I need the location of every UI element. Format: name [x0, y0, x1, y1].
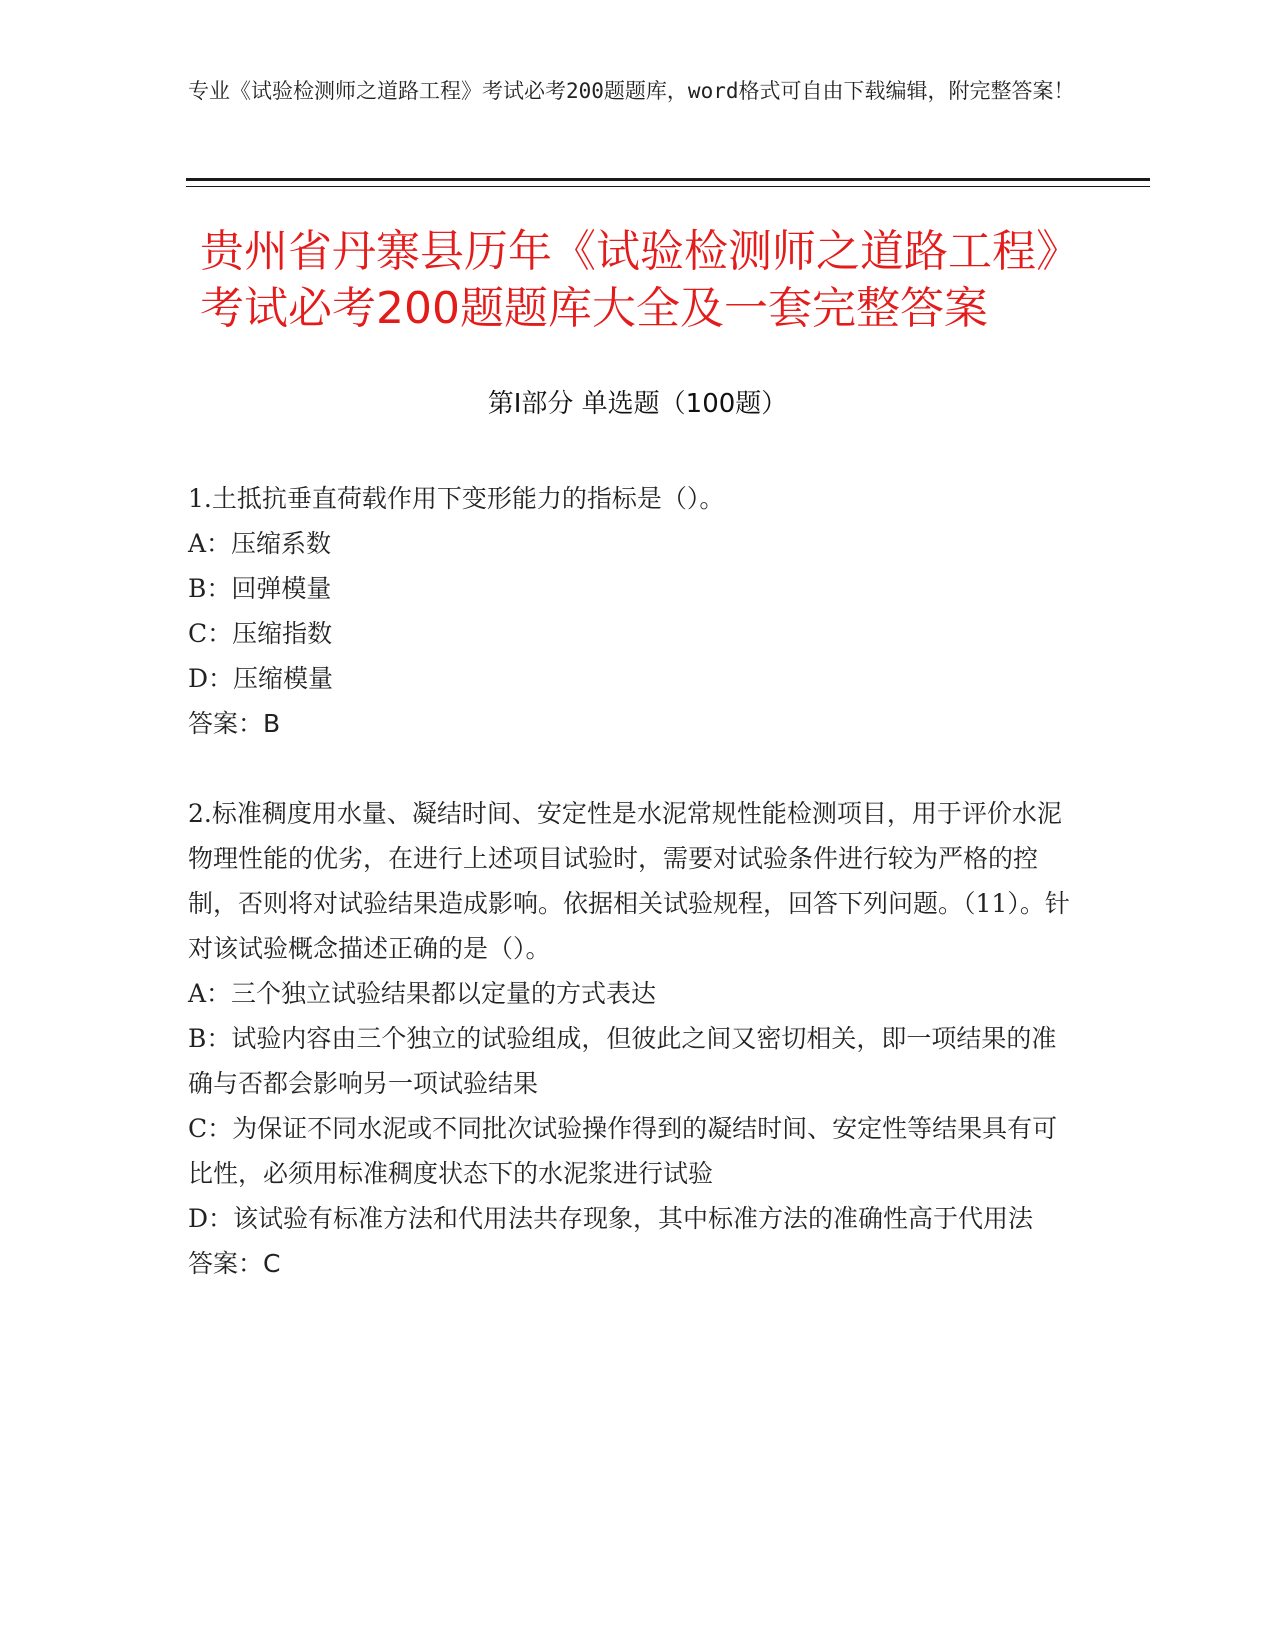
option-d: D：压缩模量	[188, 664, 334, 693]
header-note: 专业《试验检测师之道路工程》考试必考200题题库，word格式可自由下载编辑，附完整答案！	[188, 79, 1075, 103]
option-c: C：压缩指数	[188, 619, 333, 648]
header-rule-thin	[186, 186, 1150, 187]
section-title: 第Ⅰ部分 单选题（100题）	[487, 389, 788, 419]
question-1	[188, 476, 1078, 746]
question-stem: 1.土抵抗垂直荷载作用下变形能力的指标是（）。	[188, 484, 725, 513]
answer: 答案：C	[188, 1249, 281, 1278]
option-a: A：三个独立试验结果都以定量的方式表达	[188, 979, 657, 1008]
option-d: D：该试验有标准方法和代用法共存现象，其中标准方法的准确性高于代用法	[188, 1204, 1034, 1233]
option-b: B：回弹模量	[188, 574, 332, 603]
question-stem: 2.标准稠度用水量、凝结时间、安定性是水泥常规性能检测项目，用于评价水泥物理性能的优劣，在进行上述项目试验时，需要对试验条件进行较为严格的控制，否则将对试验结果造成影响。依据相关试验规程，回答下列问题。（11）。针对该试验概念描述正确的是（）。	[188, 799, 1070, 963]
header-rule-thick	[186, 178, 1150, 181]
option-c: C：为保证不同水泥或不同批次试验操作得到的凝结时间、安定性等结果具有可比性，必须用标准稠度状态下的水泥浆进行试验	[188, 1114, 1058, 1188]
question-list	[188, 476, 1078, 1331]
main-title: 贵州省丹寨县历年《试验检测师之道路工程》考试必考200题题库大全及一套完整答案	[200, 226, 1080, 334]
question-2	[188, 791, 1078, 1286]
option-a: A：压缩系数	[188, 529, 332, 558]
answer: 答案：B	[188, 709, 281, 738]
option-b: B：试验内容由三个独立的试验组成，但彼此之间又密切相关，即一项结果的准确与否都会影响另一项试验结果	[188, 1024, 1057, 1098]
